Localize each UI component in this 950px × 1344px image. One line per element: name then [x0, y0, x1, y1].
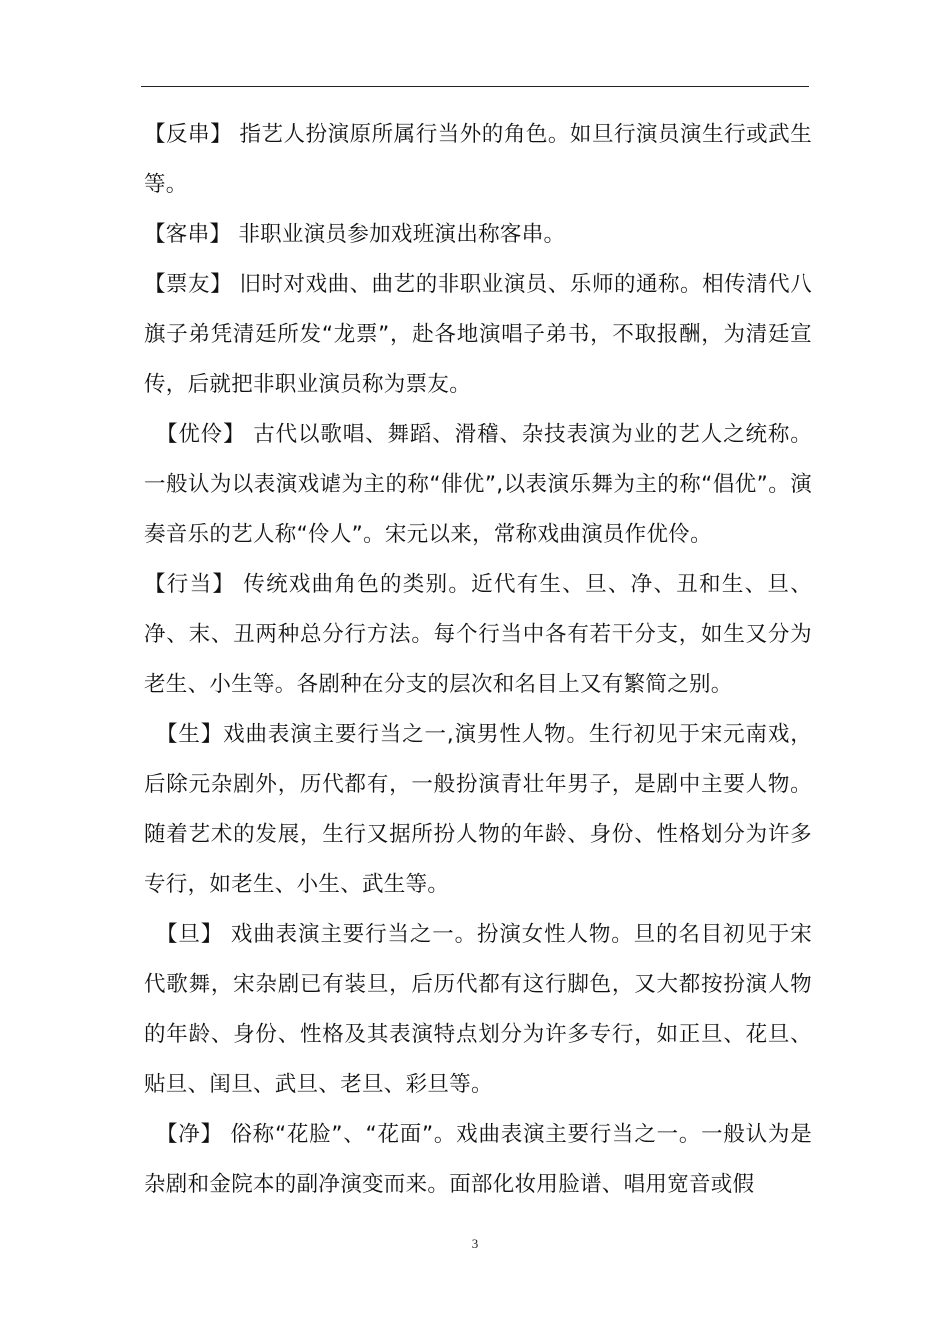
page-number: 3 — [471, 1236, 479, 1251]
entry-dan: 【旦】 戏曲表演主要行当之一。扮演女性人物。旦的名目初见于宋代歌舞，宋杂剧已有装旦，后历代都有这行脚色，又大都按扮演人物的年龄、身份、性格及其表演特点划分为许多专行，如正旦、花旦、贴旦、闺旦、武旦、老旦、彩旦等。 — [144, 922, 812, 1097]
entry-youling: 【优伶】 古代以歌唱、舞蹈、滑稽、杂技表演为业的艺人之统称。一般认为以表演戏谑为主的称“俳优”,以表演乐舞为主的称“倡优”。演奏音乐的艺人称“伶人”。宋元以来，常称戏曲演员作优伶。 — [144, 422, 812, 547]
entry-sheng: 【生】戏曲表演主要行当之一,演男性人物。生行初见于宋元南戏，后除元杂剧外，历代都有，一般扮演青壮年男子，是剧中主要人物。随着艺术的发展，生行又据所扮人物的年龄、身份、性格划分为许多专行，如老生、小生、武生等。 — [144, 722, 812, 897]
header-rule — [141, 86, 809, 87]
entry-fanchuan: 【反串】 指艺人扮演原所属行当外的角色。如旦行演员演生行或武生等。 — [144, 122, 812, 197]
glossary-content — [144, 110, 812, 1210]
entry-kechuan: 【客串】 非职业演员参加戏班演出称客串。 — [144, 222, 566, 247]
entry-jing: 【净】 俗称“花脸”、“花面”。戏曲表演主要行当之一。一般认为是杂剧和金院本的副净演变而来。面部化妆用脸谱、唱用宽音或假 — [144, 1122, 812, 1197]
entry-hangdang: 【行当】 传统戏曲角色的类别。近代有生、旦、净、丑和生、旦、净、末、丑两种总分行方法。每个行当中各有若干分支，如生又分为老生、小生等。各剧种在分支的层次和名目上又有繁简之别。 — [144, 572, 812, 697]
entry-piaoyou: 【票友】 旧时对戏曲、曲艺的非职业演员、乐师的通称。相传清代八旗子弟凭清廷所发“龙票”，赴各地演唱子弟书，不取报酬，为清廷宣传，后就把非职业演员称为票友。 — [144, 272, 812, 397]
